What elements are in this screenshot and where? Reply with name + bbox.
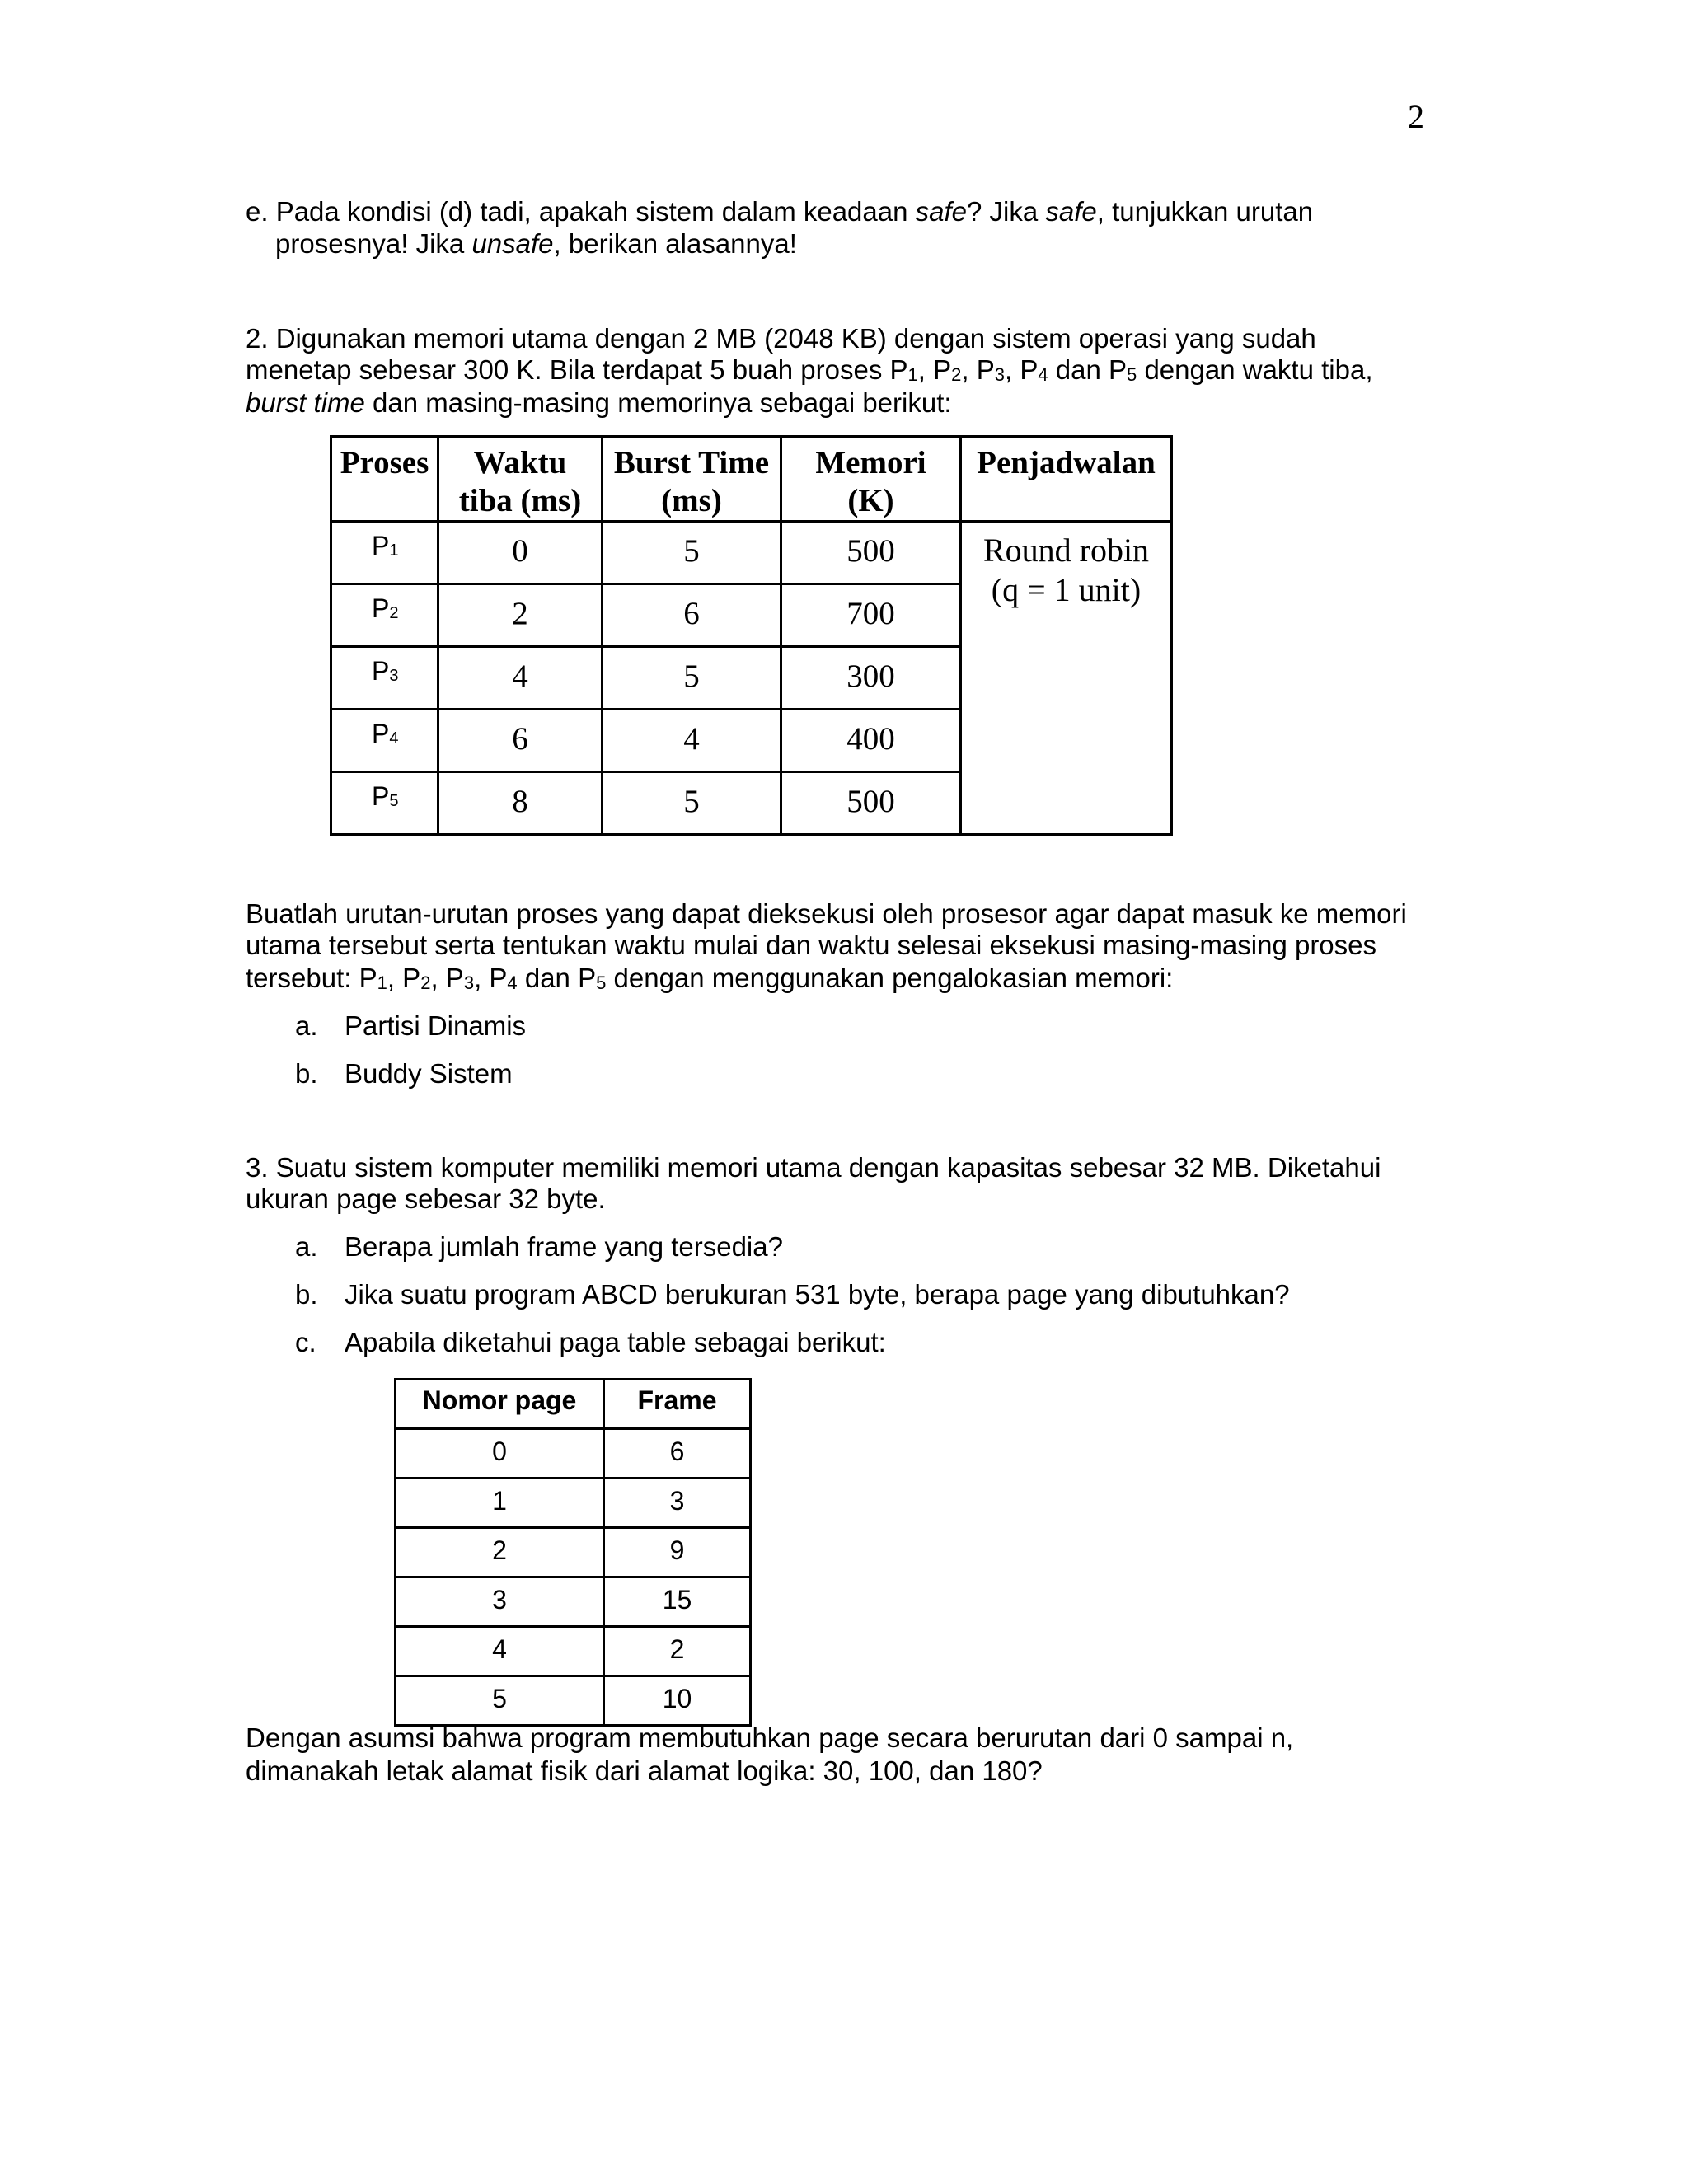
- q1e-line1: e. Pada kondisi (d) tadi, apakah sistem dalam keadaan safe? Jika safe, tunjukkan urutan: [246, 196, 1314, 227]
- cell-frame: 9: [604, 1528, 751, 1577]
- cell-page: 4: [396, 1627, 604, 1676]
- page-number: 2: [1408, 98, 1424, 135]
- table-row: [396, 1528, 751, 1577]
- cell-burst: 6: [603, 584, 781, 647]
- cell-process: $P_4$: [331, 710, 438, 772]
- list-text: Berapa jumlah frame yang tersedia?: [345, 1231, 783, 1262]
- cell-process: $P_2$: [331, 584, 438, 647]
- cell-arrival: 4: [438, 647, 603, 710]
- cell-schedule: Round robin (q = 1 unit): [961, 522, 1172, 835]
- list-marker: a.: [295, 1010, 318, 1041]
- table-row: [396, 1676, 751, 1726]
- cell-burst: 5: [603, 772, 781, 835]
- header-proses: Proses: [331, 437, 438, 522]
- cell-memory: 400: [781, 710, 961, 772]
- q1e-line2: prosesnya! Jika unsafe, berikan alasannya!: [275, 228, 797, 259]
- table-row: [396, 1577, 751, 1627]
- list-text: Partisi Dinamis: [345, 1010, 527, 1041]
- process-table-header: [331, 437, 1172, 522]
- list-marker: b.: [295, 1279, 318, 1310]
- list-text: Apabila diketahui paga table sebagai berikut:: [345, 1327, 886, 1357]
- cell-burst: 5: [603, 647, 781, 710]
- q3-closing-line2: dimanakah letak alamat fisik dari alamat logika: 30, 100, dan 180?: [246, 1755, 1043, 1786]
- table-row: [396, 1429, 751, 1479]
- cell-burst: 5: [603, 522, 781, 584]
- cell-process: $P_3$: [331, 647, 438, 710]
- cell-burst: 4: [603, 710, 781, 772]
- q3-line1: 3. Suatu sistem komputer memiliki memori utama dengan kapasitas sebesar 32 MB. Diketahui: [246, 1152, 1381, 1183]
- process-table: [330, 435, 1173, 836]
- q2-para-line1: Buatlah urutan-urutan proses yang dapat dieksekusi oleh prosesor agar dapat masuk ke memori: [246, 898, 1407, 929]
- header-frame: Frame: [604, 1380, 751, 1429]
- cell-page: 3: [396, 1577, 604, 1627]
- cell-frame: 2: [604, 1627, 751, 1676]
- list-marker: c.: [295, 1327, 316, 1357]
- cell-frame: 6: [604, 1429, 751, 1479]
- list-marker: b.: [295, 1058, 318, 1089]
- header-nomor-page: Nomor page: [396, 1380, 604, 1429]
- cell-page: 2: [396, 1528, 604, 1577]
- table-row: [331, 522, 1172, 584]
- q2-line1: 2. Digunakan memori utama dengan 2 MB (2048 KB) dengan sistem operasi yang sudah: [246, 323, 1316, 354]
- cell-memory: 300: [781, 647, 961, 710]
- table-row: [396, 1479, 751, 1528]
- q2-line3: burst time dan masing-masing memorinya sebagai berikut:: [246, 387, 952, 418]
- cell-process: $P_5$: [331, 772, 438, 835]
- header-waktu-tiba: Waktu tiba (ms): [438, 437, 603, 522]
- cell-memory: 500: [781, 522, 961, 584]
- cell-page: 1: [396, 1479, 604, 1528]
- cell-frame: 15: [604, 1577, 751, 1627]
- header-memori: Memori (K): [781, 437, 961, 522]
- cell-memory: 500: [781, 772, 961, 835]
- cell-frame: 10: [604, 1676, 751, 1726]
- q2-para-line2: utama tersebut serta tentukan waktu mulai dan waktu selesai eksekusi masing-masing proses: [246, 930, 1377, 960]
- q2-para-line3: tersebut: $P_1$, $P_2$, $P_3$, $P_4$ dan $P_5$ dengan menggunakan pengalokasian memori:: [246, 963, 1174, 993]
- list-text: Jika suatu program ABCD berukuran 531 byte, berapa page yang dibutuhkan?: [345, 1279, 1290, 1310]
- cell-frame: 3: [604, 1479, 751, 1528]
- cell-arrival: 2: [438, 584, 603, 647]
- cell-arrival: 6: [438, 710, 603, 772]
- page-table: [394, 1378, 752, 1727]
- cell-page: 5: [396, 1676, 604, 1726]
- list-text: Buddy Sistem: [345, 1058, 513, 1089]
- header-burst-time: Burst Time (ms): [603, 437, 781, 522]
- cell-memory: 700: [781, 584, 961, 647]
- q3-closing-line1: Dengan asumsi bahwa program membutuhkan page secara berurutan dari 0 sampai n,: [246, 1722, 1294, 1753]
- cell-process: $P_1$: [331, 522, 438, 584]
- q3-line2: ukuran page sebesar 32 byte.: [246, 1183, 606, 1214]
- list-marker: a.: [295, 1231, 318, 1262]
- cell-page: 0: [396, 1429, 604, 1479]
- page-table-header: [396, 1380, 751, 1429]
- header-penjadwalan: Penjadwalan: [961, 437, 1172, 522]
- q2-line2: menetap sebesar 300 K. Bila terdapat 5 buah proses $P_1$, $P_2$, $P_3$, $P_4$ dan $P_5$ dengan waktu tiba,: [246, 354, 1373, 385]
- cell-arrival: 8: [438, 772, 603, 835]
- cell-arrival: 0: [438, 522, 603, 584]
- table-row: [396, 1627, 751, 1676]
